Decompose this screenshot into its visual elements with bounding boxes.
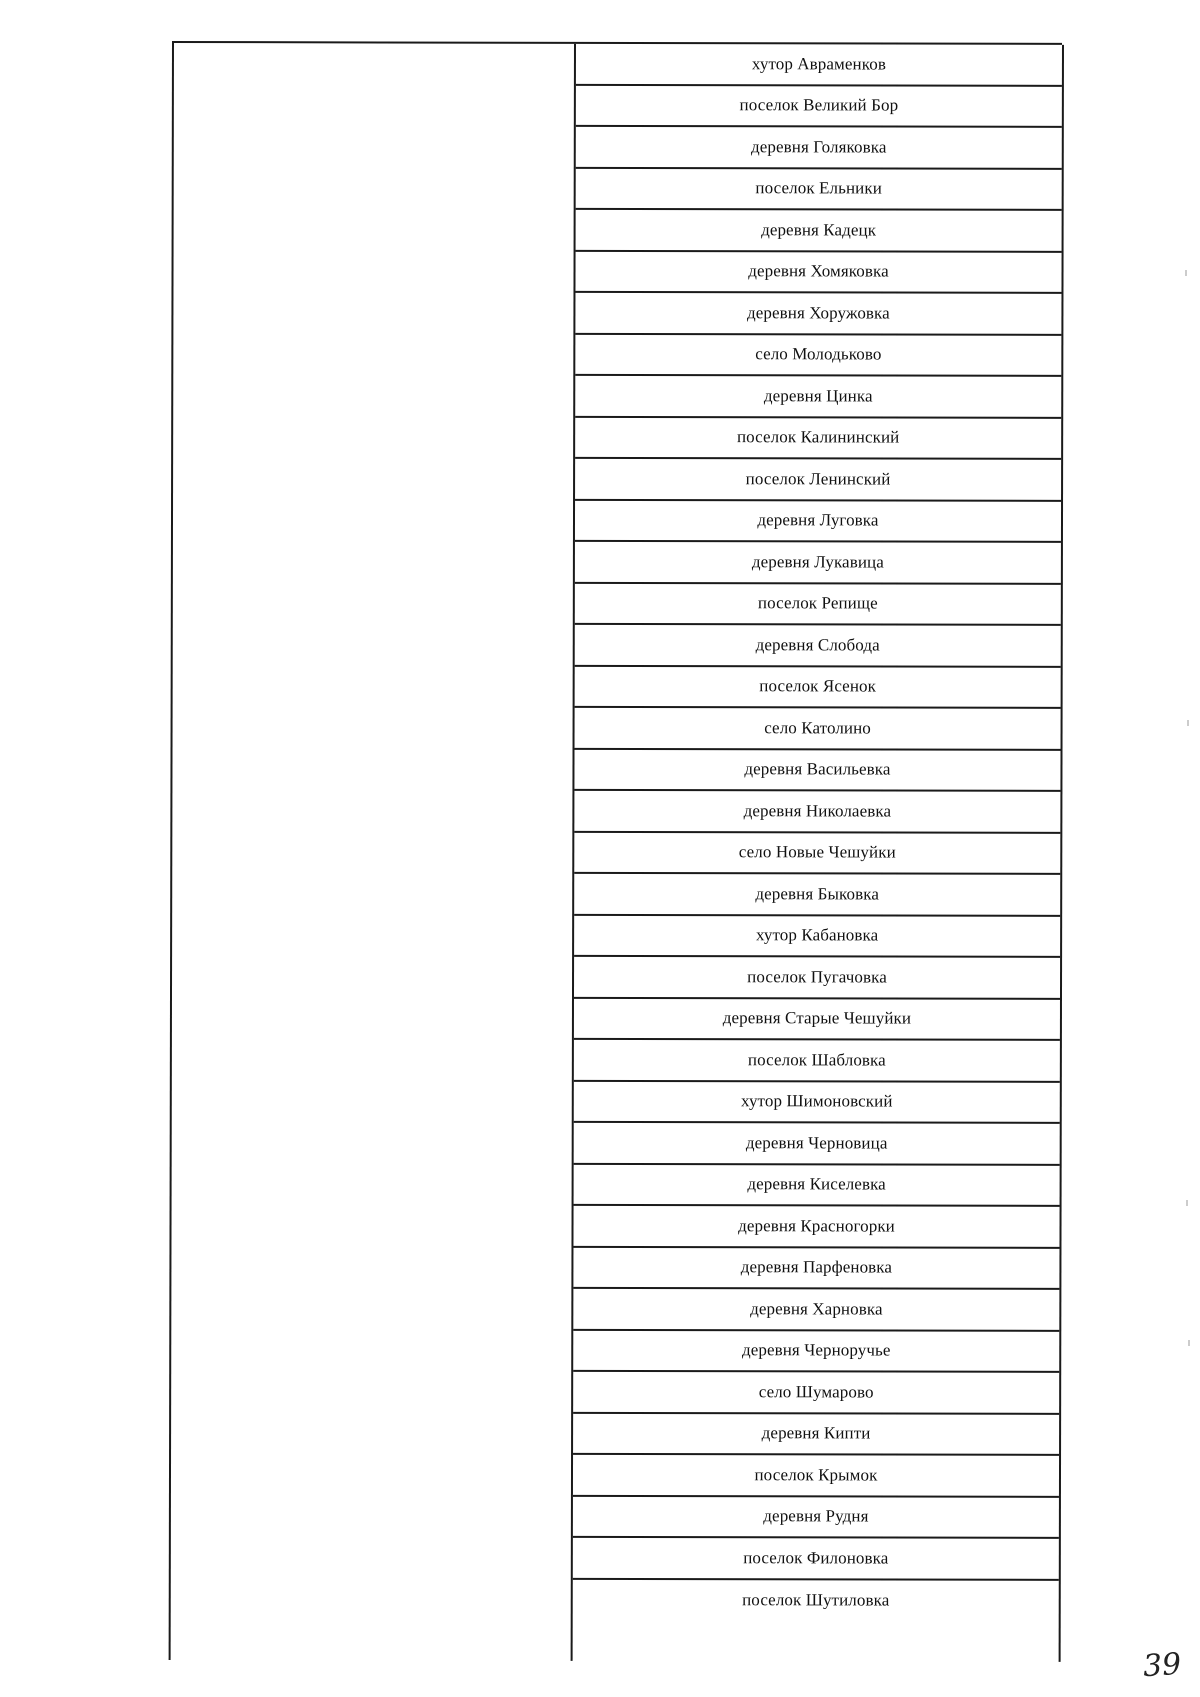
- table-row: деревня Черноручье: [573, 1330, 1059, 1373]
- table-row: поселок Калининский: [575, 417, 1061, 460]
- scan-speck: [1188, 1340, 1190, 1346]
- table-row: деревня Киселевка: [574, 1164, 1060, 1207]
- table-row: хутор Шимоновский: [574, 1081, 1060, 1124]
- table-row: село Новые Чешуйки: [574, 832, 1060, 875]
- settlements-table: [169, 41, 1062, 1662]
- table-row: деревня Кипти: [573, 1413, 1059, 1456]
- table-row: хутор Кабановка: [574, 915, 1060, 958]
- table-row: деревня Харновка: [573, 1289, 1059, 1332]
- table-row: село Молодьково: [575, 334, 1061, 377]
- settlement-list: [573, 44, 1062, 1622]
- table-right-column: [571, 44, 1064, 1662]
- scan-speck: [1185, 270, 1187, 276]
- table-row: деревня Голяковка: [576, 127, 1062, 170]
- table-row: деревня Красногорки: [573, 1206, 1059, 1249]
- table-row: поселок Репище: [575, 583, 1061, 626]
- table-row: хутор Авраменков: [576, 44, 1062, 87]
- scan-speck: [1186, 1200, 1188, 1206]
- table-row: деревня Николаевка: [574, 791, 1060, 834]
- table-row: деревня Луговка: [575, 500, 1061, 543]
- table-row: поселок Ельники: [576, 168, 1062, 211]
- table-left-column-empty: [171, 43, 574, 1661]
- table-row: деревня Парфеновка: [573, 1247, 1059, 1290]
- table-row: деревня Слобода: [575, 625, 1061, 668]
- scan-speck: [1187, 720, 1189, 726]
- table-row: поселок Шабловка: [574, 1040, 1060, 1083]
- table-row: деревня Кадецк: [576, 210, 1062, 253]
- table-row: деревня Хоружовка: [575, 293, 1061, 336]
- table-row: поселок Крымок: [573, 1455, 1059, 1498]
- table-row: деревня Цинка: [575, 376, 1061, 419]
- table-row: деревня Рудня: [573, 1496, 1059, 1539]
- table-row: деревня Быковка: [574, 874, 1060, 917]
- table-row: деревня Черновица: [574, 1123, 1060, 1166]
- table-row: деревня Хомяковка: [575, 251, 1061, 294]
- table-row: деревня Васильевка: [574, 749, 1060, 792]
- table-row: поселок Пугачовка: [574, 957, 1060, 1000]
- table-row: поселок Ленинский: [575, 459, 1061, 502]
- table-row: село Шумарово: [573, 1372, 1059, 1415]
- handwritten-page-number: 39: [1141, 1646, 1183, 1685]
- table-row: поселок Филоновка: [573, 1538, 1059, 1581]
- table-row: деревня Старые Чешуйки: [574, 998, 1060, 1041]
- table-row: поселок Ясенок: [575, 666, 1061, 709]
- table-row: село Католино: [575, 708, 1061, 751]
- table-row: деревня Лукавица: [575, 542, 1061, 585]
- table-row: поселок Великий Бор: [576, 85, 1062, 128]
- table-row: поселок Шутиловка: [742, 1590, 890, 1610]
